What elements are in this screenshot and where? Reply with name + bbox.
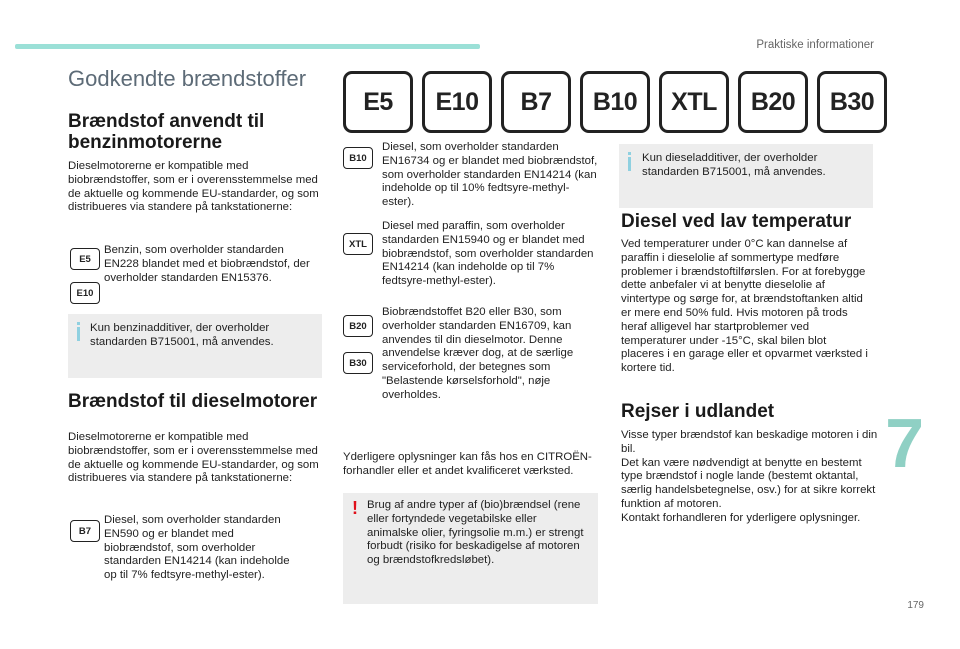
xtl-text: Diesel med paraffin, som overholder standarden EN15940 og er blandet med biobrændstof, som overholder standarden EN14214 (kan indeholde op til 7% fedtsyre-methyl-ester). [382,220,594,288]
info-icon-bar [77,327,80,341]
warning-text: Brug af andre typer af (bio)brændsel (rene eller fortyndede vegetabilske eller animalske olier, fyringsolie m.m.) er strengt forbudt (risiko for beskadigelse af motoren og brændstofkredsløbet). [367,499,584,567]
info-icon-bar [628,157,631,171]
low-temp-heading: Diesel ved lav temperatur [621,211,852,232]
diesel-heading: Brændstof til dieselmotorer [68,391,318,412]
small-badge-b20: B20 [343,315,373,337]
warning-icon: ! [352,498,358,518]
diesel-intro: Dieselmotorerne er kompatible med biobrændstoffer, som er i overensstemmelse med de aktuelle og kommende EU-standarder, og som distribueres via standere på tankstationerne: [68,431,319,485]
petrol-heading: Brændstof anvendt til benzinmotorerne [68,111,265,153]
section-header: Praktiske informationer [756,39,874,51]
small-badge-e10: E10 [70,282,100,304]
petrol-info-text: Kun benzinadditiver, der overholder standarden B715001, må anvendes. [90,322,274,348]
diesel-info-text: Kun dieseladditiver, der overholder standarden B715001, må anvendes. [642,152,826,178]
diesel-info-box [619,144,873,208]
small-badge-b10: B10 [343,147,373,169]
page-title: Godkendte brændstoffer [68,66,307,91]
more-info-text: Yderligere oplysninger kan fås hos en CITROËN-forhandler eller et andet kvalificeret værksted. [343,451,592,477]
badge-e5: E5 [343,71,413,133]
small-badge-xtl: XTL [343,233,373,255]
small-badge-b7: B7 [70,520,100,542]
petrol-text: Benzin, som overholder standarden EN228 blandet med et biobrændstof, der overholder standarden EN15376. [104,244,310,284]
b7-text: Diesel, som overholder standarden EN590 og er blandet med biobrændstof, som overholder standarden EN14214 (kan indeholde op til 7% fedtsyre-methyl-ester). [104,514,290,582]
badge-b30: B30 [817,71,887,133]
badge-b20: B20 [738,71,808,133]
low-temp-text: Ved temperaturer under 0°C kan dannelse af paraffin i dieselolie af sommertype medføre problemer i brændstoftilførslen. For at forebygge dette anbefaler vi at benytte dieselolie af vintertype og sørge for, at brændstoftanken altid er mere end 50% fuld. Hvis motoren på trods heraf alligevel har startproblemer ved temperaturer under -15°C, skal bilen blot placeres i en garage eller et opvarmet værksted i kortere tid. [621,238,868,375]
badge-b10: B10 [580,71,650,133]
header-accent-bar [15,44,480,49]
petrol-intro: Dieselmotorerne er kompatible med biobrændstoffer, som er i overensstemmelse med de aktuelle og kommende EU-standarder, og som distribueres via standere på tankstationerne: [68,160,319,214]
abroad-text: Visse typer brændstof kan beskadige motoren i din bil. Det kan være nødvendigt at benytte en bestemt type brændstof i nogle lande (bestemt oktantal, særlig handelsbetegnelse, osv.) for at sikre korrekt funktion af motoren. Kontakt forhandleren for yderligere oplysninger. [621,429,878,524]
chapter-number: 7 [885,404,924,482]
small-badge-b30: B30 [343,352,373,374]
badge-b7: B7 [501,71,571,133]
badge-xtl: XTL [659,71,729,133]
petrol-info-box [68,314,322,378]
b10-text: Diesel, som overholder standarden EN16734 og er blandet med biobrændstof, som overholder standarden EN14214 (kan indeholde op til 10% fedtsyre-methyl-ester). [382,141,598,209]
small-badge-e5: E5 [70,248,100,270]
info-icon [77,322,80,325]
abroad-heading: Rejser i udlandet [621,401,775,422]
warning-box [343,493,598,604]
page-number: 179 [907,600,924,611]
b20-text: Biobrændstoffet B20 eller B30, som overholder standarden EN16709, kan anvendes til din dieselmotor. Denne anvendelse kræver dog, at de særlige serviceforhold, der betegnes som "Belastende kørselsforhold", nøje overholdes. [382,306,574,401]
info-icon [628,152,631,155]
badge-e10: E10 [422,71,492,133]
